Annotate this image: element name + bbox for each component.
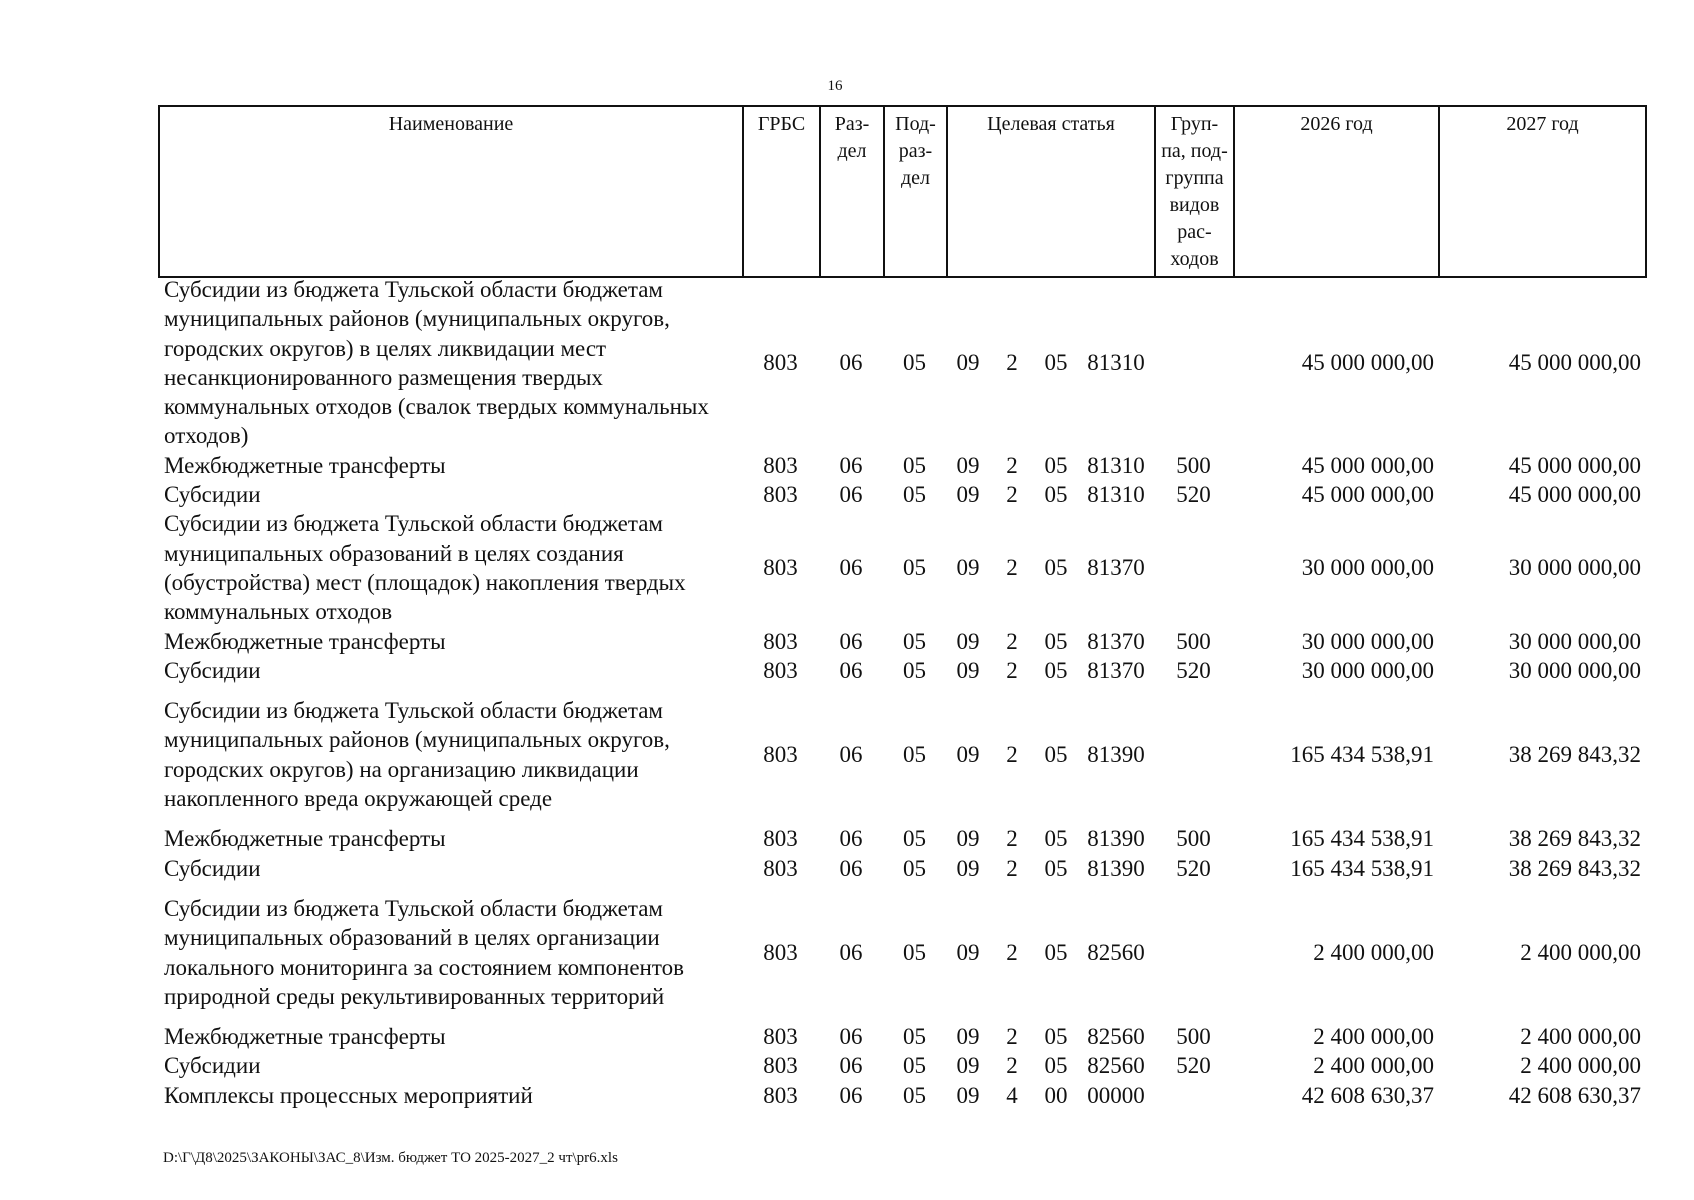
cell-grbs: 803 (763, 1024, 798, 1050)
cell-cs1: 09 (956, 826, 980, 852)
cell-rz: 06 (839, 1024, 863, 1050)
cell-cs2: 4 (1006, 1082, 1018, 1108)
cell-pr: 05 (903, 657, 926, 683)
cell-y2026: 2 400 000,00 (1313, 1053, 1434, 1079)
cell-cs2: 2 (1006, 1053, 1018, 1079)
cell-cs4: 81390 (1087, 855, 1145, 881)
cell-vr: 520 (1176, 855, 1211, 881)
cell-grbs: 803 (763, 350, 798, 376)
header-razdel: Раз- дел (820, 106, 884, 277)
cell-name: Субсидии (164, 482, 261, 508)
cell-pr: 05 (903, 350, 926, 376)
cell-cs3: 05 (1044, 1053, 1068, 1079)
table-row (158, 275, 1645, 451)
cell-rz: 06 (839, 657, 863, 683)
cell-cs1: 09 (956, 350, 980, 376)
cell-y2026: 30 000 000,00 (1301, 657, 1434, 683)
cell-name: Межбюджетные трансферты (164, 628, 446, 654)
cell-vr (1154, 275, 1233, 451)
cell-cs1: 09 (956, 452, 980, 478)
cell-rz: 06 (839, 939, 863, 965)
cell-y2027: 45 000 000,00 (1508, 350, 1641, 376)
cell-cs4: 81310 (1087, 482, 1145, 508)
page-number: 16 (827, 78, 843, 94)
cell-cs2: 2 (1006, 742, 1018, 768)
cell-cs1: 09 (956, 742, 980, 768)
cell-cs3: 05 (1044, 452, 1068, 478)
cell-rz: 06 (839, 452, 863, 478)
cell-grbs: 803 (763, 939, 798, 965)
cell-cs3: 05 (1044, 628, 1068, 654)
cell-y2027: 38 269 843,32 (1508, 826, 1641, 852)
cell-cs4: 00000 (1087, 1082, 1145, 1108)
cell-y2026: 165 434 538,91 (1290, 855, 1434, 881)
cell-vr (1154, 509, 1233, 626)
cell-cs2: 2 (1006, 657, 1018, 683)
cell-pr: 05 (903, 1024, 926, 1050)
cell-grbs: 803 (763, 555, 798, 581)
cell-pr: 05 (903, 482, 926, 508)
cell-cs4: 82560 (1087, 939, 1145, 965)
cell-rz: 06 (839, 350, 863, 376)
cell-vr: 500 (1176, 452, 1211, 478)
cell-y2026: 2 400 000,00 (1313, 1024, 1434, 1050)
cell-y2027: 38 269 843,32 (1508, 855, 1641, 881)
cell-name: Межбюджетные трансферты (164, 452, 446, 478)
header-podrazdel: Под- раз- дел (884, 106, 947, 277)
cell-y2026: 45 000 000,00 (1301, 482, 1434, 508)
cell-name: Межбюджетные трансферты (164, 1024, 446, 1050)
cell-cs1: 09 (956, 1082, 980, 1108)
cell-grbs: 803 (763, 628, 798, 654)
header-group: Груп- па, под- группа видов рас- ходов (1155, 106, 1234, 277)
cell-cs2: 2 (1006, 482, 1018, 508)
cell-y2027: 2 400 000,00 (1520, 939, 1641, 965)
cell-rz: 06 (839, 482, 863, 508)
cell-y2026: 42 608 630,37 (1301, 1082, 1434, 1108)
cell-rz: 06 (839, 1053, 863, 1079)
cell-name: Субсидии (164, 657, 261, 683)
table-row (158, 824, 1645, 853)
cell-y2027: 45 000 000,00 (1508, 482, 1641, 508)
cell-cs4: 82560 (1087, 1053, 1145, 1079)
cell-cs4: 81390 (1087, 826, 1145, 852)
cell-pr: 05 (903, 628, 926, 654)
cell-vr: 520 (1176, 1053, 1211, 1079)
cell-y2027: 2 400 000,00 (1520, 1053, 1641, 1079)
table-row (158, 509, 1645, 626)
table-row (158, 656, 1645, 685)
cell-y2027: 30 000 000,00 (1508, 657, 1641, 683)
table-row (158, 1022, 1645, 1051)
cell-rz: 06 (839, 555, 863, 581)
cell-name: Субсидии из бюджета Тульской области бюджетам муниципальных районов (муниципальных округов, городских округов) на организацию ликвидации накопленного вреда окружающей среде (164, 698, 670, 812)
cell-cs4: 81370 (1087, 628, 1145, 654)
cell-cs1: 09 (956, 482, 980, 508)
cell-y2026: 165 434 538,91 (1290, 826, 1434, 852)
file-path-footer: D:\Г\Д8\2025\ЗАКОНЫ\ЗАС_8\Изм. бюджет ТО 2025-2027_2 чт\pr6.xls (163, 1150, 618, 1166)
cell-pr: 05 (903, 1082, 926, 1108)
cell-vr (1154, 685, 1233, 824)
cell-y2027: 2 400 000,00 (1520, 1024, 1641, 1050)
cell-cs1: 09 (956, 1053, 980, 1079)
cell-cs1: 09 (956, 657, 980, 683)
cell-pr: 05 (903, 1053, 926, 1079)
cell-vr (1154, 883, 1233, 1022)
cell-name: Субсидии (164, 855, 261, 881)
cell-grbs: 803 (763, 1053, 798, 1079)
cell-pr: 05 (903, 555, 926, 581)
cell-y2026: 45 000 000,00 (1301, 452, 1434, 478)
cell-cs3: 00 (1044, 1082, 1068, 1108)
table-row (158, 1051, 1645, 1080)
cell-cs4: 81310 (1087, 350, 1145, 376)
cell-vr: 520 (1176, 657, 1211, 683)
cell-cs4: 81370 (1087, 555, 1145, 581)
cell-cs2: 2 (1006, 939, 1018, 965)
cell-cs3: 05 (1044, 482, 1068, 508)
cell-cs1: 09 (956, 555, 980, 581)
cell-cs3: 05 (1044, 742, 1068, 768)
cell-cs3: 05 (1044, 855, 1068, 881)
header-2027: 2027 год (1439, 106, 1646, 277)
table-row (158, 1081, 1645, 1110)
cell-pr: 05 (903, 452, 926, 478)
cell-cs1: 09 (956, 1024, 980, 1050)
cell-cs3: 05 (1044, 555, 1068, 581)
cell-cs2: 2 (1006, 628, 1018, 654)
table-row (158, 480, 1645, 509)
cell-y2026: 30 000 000,00 (1301, 555, 1434, 581)
cell-grbs: 803 (763, 855, 798, 881)
cell-cs3: 05 (1044, 657, 1068, 683)
cell-cs3: 05 (1044, 826, 1068, 852)
cell-cs1: 09 (956, 939, 980, 965)
cell-cs4: 81390 (1087, 742, 1145, 768)
header-2026: 2026 год (1234, 106, 1439, 277)
cell-cs2: 2 (1006, 555, 1018, 581)
cell-name: Комплексы процессных мероприятий (164, 1082, 533, 1108)
cell-grbs: 803 (763, 482, 798, 508)
cell-cs3: 05 (1044, 939, 1068, 965)
cell-y2026: 2 400 000,00 (1313, 939, 1434, 965)
header-grbs: ГРБС (743, 106, 820, 277)
cell-grbs: 803 (763, 452, 798, 478)
cell-cs4: 81310 (1087, 452, 1145, 478)
cell-name: Субсидии из бюджета Тульской области бюджетам муниципальных образований в целях создания (обустройства) мест (площадок) накопления твердых коммунальных отходов (164, 511, 686, 625)
cell-y2026: 30 000 000,00 (1301, 628, 1434, 654)
cell-rz: 06 (839, 628, 863, 654)
cell-rz: 06 (839, 1082, 863, 1108)
cell-name: Субсидии (164, 1053, 261, 1079)
cell-cs3: 05 (1044, 1024, 1068, 1050)
cell-cs1: 09 (956, 628, 980, 654)
cell-name: Субсидии из бюджета Тульской области бюджетам муниципальных образований в целях организации локального мониторинга за состоянием компонентов природной среды рекультивированных территорий (164, 895, 684, 1009)
cell-grbs: 803 (763, 742, 798, 768)
table-row (158, 883, 1645, 1022)
cell-pr: 05 (903, 742, 926, 768)
cell-y2027: 42 608 630,37 (1508, 1082, 1641, 1108)
cell-cs3: 05 (1044, 350, 1068, 376)
cell-y2026: 165 434 538,91 (1290, 742, 1434, 768)
cell-vr (1154, 1081, 1233, 1110)
cell-y2027: 30 000 000,00 (1508, 628, 1641, 654)
cell-cs2: 2 (1006, 855, 1018, 881)
cell-y2026: 45 000 000,00 (1301, 350, 1434, 376)
cell-y2027: 45 000 000,00 (1508, 452, 1641, 478)
cell-vr: 500 (1176, 1024, 1211, 1050)
cell-rz: 06 (839, 826, 863, 852)
cell-cs2: 2 (1006, 350, 1018, 376)
cell-rz: 06 (839, 742, 863, 768)
cell-vr: 500 (1176, 628, 1211, 654)
cell-name: Межбюджетные трансферты (164, 826, 446, 852)
header-name: Наименование (159, 106, 743, 277)
cell-cs4: 81370 (1087, 657, 1145, 683)
cell-cs2: 2 (1006, 452, 1018, 478)
cell-vr: 500 (1176, 826, 1211, 852)
table-row (158, 685, 1645, 824)
cell-y2027: 30 000 000,00 (1508, 555, 1641, 581)
cell-grbs: 803 (763, 657, 798, 683)
cell-pr: 05 (903, 855, 926, 881)
cell-name: Субсидии из бюджета Тульской области бюджетам муниципальных районов (муниципальных округов, городских округов) в целях ликвидации мест несанкционированного размещения твердых коммунальных отходов (свалок твердых коммунальных отходов) (164, 277, 709, 449)
table-row (158, 451, 1645, 480)
table-header (158, 105, 1647, 278)
table-row (158, 627, 1645, 656)
cell-pr: 05 (903, 939, 926, 965)
header-target: Целевая статья (947, 106, 1155, 277)
cell-pr: 05 (903, 826, 926, 852)
cell-vr: 520 (1176, 482, 1211, 508)
table-row (158, 854, 1645, 883)
cell-cs2: 2 (1006, 1024, 1018, 1050)
cell-cs2: 2 (1006, 826, 1018, 852)
cell-cs4: 82560 (1087, 1024, 1145, 1050)
budget-table (158, 275, 1645, 1110)
cell-rz: 06 (839, 855, 863, 881)
cell-y2027: 38 269 843,32 (1508, 742, 1641, 768)
cell-cs1: 09 (956, 855, 980, 881)
cell-grbs: 803 (763, 826, 798, 852)
cell-grbs: 803 (763, 1082, 798, 1108)
